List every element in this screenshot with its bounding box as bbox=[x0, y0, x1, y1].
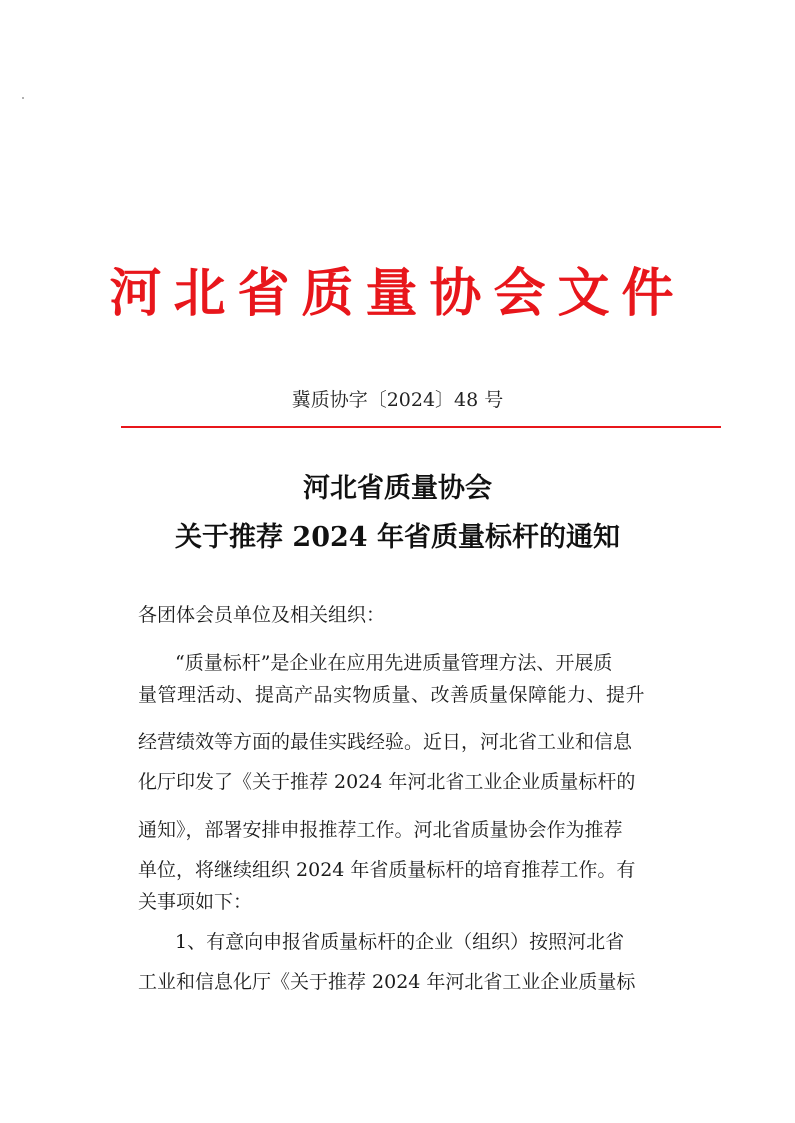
paragraph-line: 化厅印发了《关于推荐 2024 年河北省工业企业质量标杆的 bbox=[138, 771, 636, 793]
paragraph-line: 通知》，部署安排申报推荐工作。河北省质量协会作为推荐 bbox=[138, 819, 623, 841]
issuing-organization-header: 河北省质量协会文件 bbox=[109, 263, 686, 324]
notice-title-line-1: 河北省质量协会 bbox=[303, 473, 492, 504]
paragraph-line: 关事项如下： bbox=[138, 891, 253, 913]
paragraph-line: “质量标杆”是企业在应用先进质量管理方法、开展质 bbox=[175, 652, 613, 674]
paragraph-line: 1、有意向申报省质量标杆的企业（组织）按照河北省 bbox=[175, 931, 625, 953]
notice-title-line-2: 关于推荐 2024 年省质量标杆的通知 bbox=[175, 522, 620, 553]
document-number: 冀质协字〔2024〕48 号 bbox=[291, 389, 504, 411]
paragraph-line: 单位，将继续组织 2024 年省质量标杆的培育推荐工作。有 bbox=[138, 859, 636, 881]
scan-speck bbox=[22, 97, 24, 99]
paragraph-line: 工业和信息化厅《关于推荐 2024 年河北省工业企业质量标 bbox=[138, 971, 636, 993]
red-divider-line bbox=[121, 426, 721, 428]
paragraph-line: 量管理活动、提高产品实物质量、改善质量保障能力、提升 bbox=[138, 684, 646, 706]
salutation: 各团体会员单位及相关组织： bbox=[138, 604, 386, 626]
paragraph-line: 经营绩效等方面的最佳实践经验。近日，河北省工业和信息 bbox=[138, 731, 633, 753]
